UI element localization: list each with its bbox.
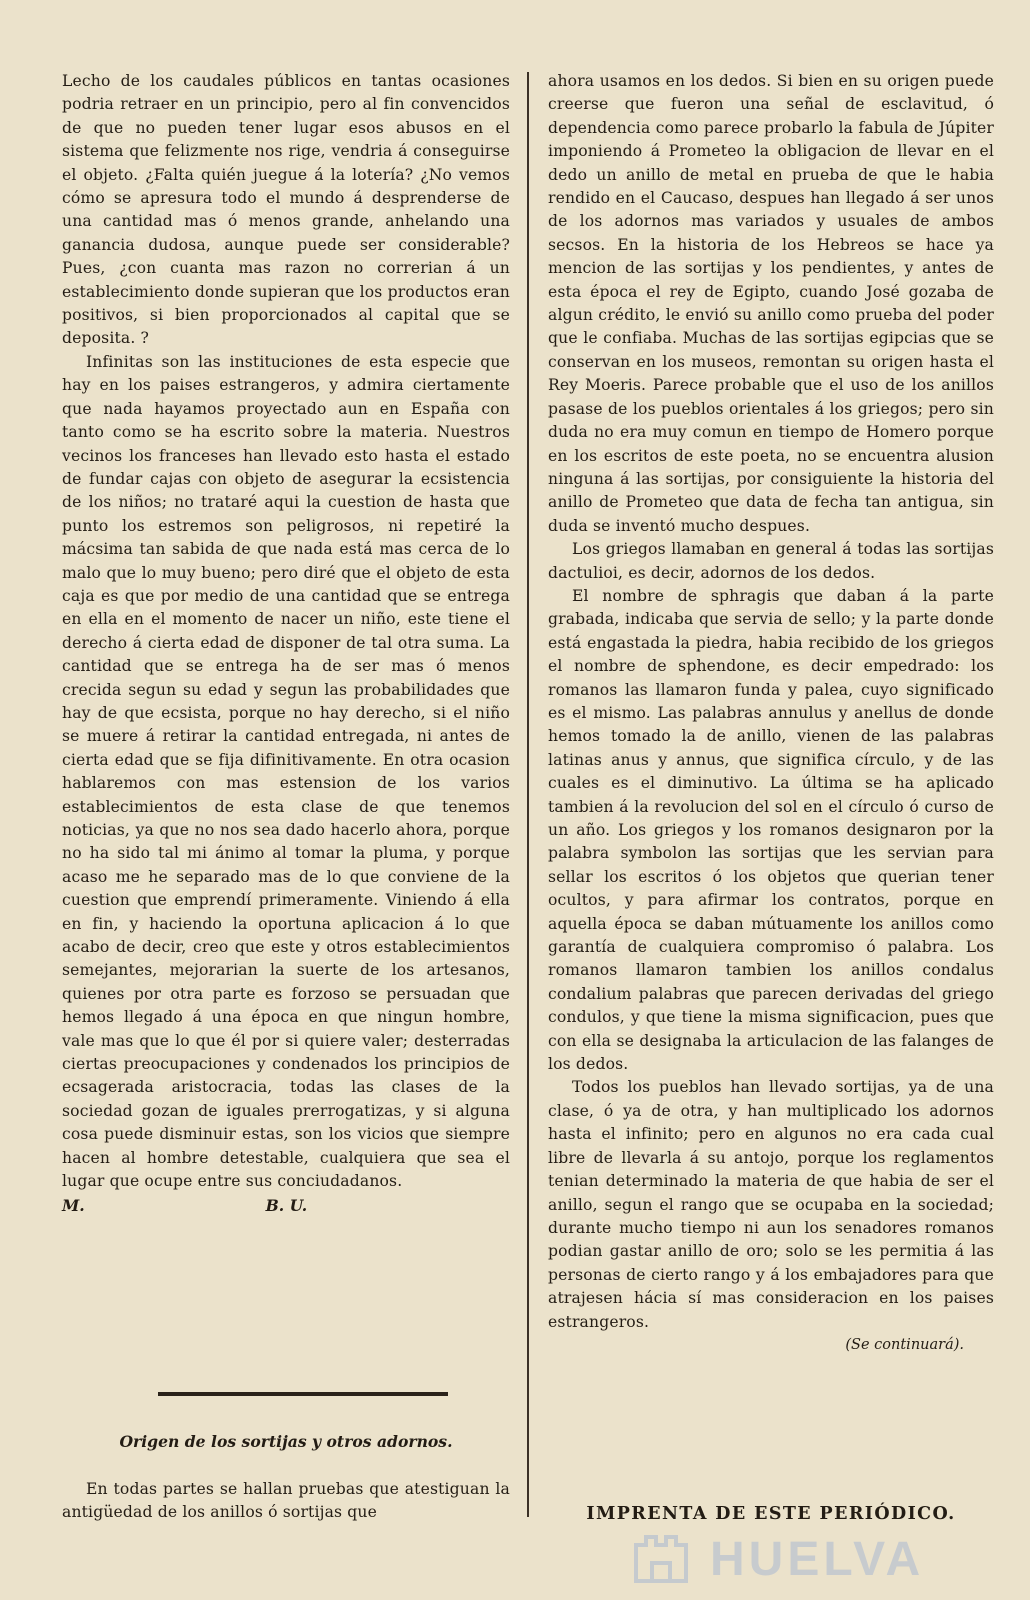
right-column [548, 70, 994, 1356]
huelva-watermark-logo [622, 1525, 982, 1587]
section-first-paragraph: En todas partes se hallan pruebas que atestiguan la antigüedad de los anillos ó sortijas que [62, 1480, 510, 1522]
right-paragraph-2: Los griegos llamaban en general á todas las sortijas dactulioi, es decir, adornos de los dedos. [548, 540, 994, 582]
right-paragraph-3: El nombre de sphragis que daban á la parte grabada, indicaba que servia de sello; y la parte donde está engastada la piedra, habia recibido de los griegos el nombre de sphendone, es decir empedrado: los romanos las llamaron funda y palea, cuyo significado es el mismo. Las palabras annulus y anellus de donde hemos tomado la de anillo, vienen de las palabras latinas anus y annus, que significa círculo, y de las cuales es el diminutivo. La última se ha aplicado tambien á la revolucion del sol en el círculo ó curso de un año. Los griegos y los romanos designaron por la palabra symbolon las sortijas que les servian para sellar los escritos ó los objetos que querian tener ocultos, y para afirmar los contratos, porque en aquella época se daban mútuamente los anillos como garantía de cualquiera compromiso ó palabra. Los romanos llamaron tambien los anillos condalus condalium palabras que parecen derivadas del griego condulos, y que tiene la misma significacion, pues que con ella se designaba la articulacion de las falanges de los dedos. [548, 586, 994, 1074]
continuation-note: (Se continuará). [845, 1336, 964, 1353]
imprint-line: IMPRENTA DE ESTE PERIÓDICO. [586, 1504, 956, 1524]
left-column [62, 70, 510, 1217]
signature-initials-right: B. U. [265, 1195, 308, 1215]
right-paragraph-1: ahora usamos en los dedos. Si bien en su origen puede creerse que fueron una señal de esclavitud, ó dependencia como parece probarlo la fabula de Júpiter imponiendo á Prometeo la obligacion de llevar en el dedo un anillo de metal en prueba de que le habia rendido en el Caucaso, despues han llegado á ser unos de los adornos mas variados y usuales de ambos secsos. En la historia de los Hebreos se hace ya mencion de las sortijas y los pendientes, y antes de esta época el rey de Egipto, cuando José gozaba de algun crédito, le envió su anillo como prueba del poder que le confiaba. Muchas de las sortijas egipcias que se conservan en los museos, remontan su origen hasta el Rey Moeris. Parece probable que el uso de los anillos pasase de los pueblos orientales á los griegos; pero sin duda no era muy comun en tiempo de Homero porque en los escritos de este poeta, no se encuentra alusion ninguna á las sortijas, por consiguiente la historia del anillo de Prometeo que data de fecha tan antigua, sin duda se inventó mucho despues. [548, 72, 994, 535]
watermark-text: HUELVA [710, 1533, 925, 1586]
signature-line [62, 1194, 510, 1217]
section-title: Origen de los sortijas y otros adornos. [119, 1432, 453, 1451]
left-paragraph-2: Infinitas son las instituciones de esta especie que hay en los paises estrangeros, y admira ciertamente que nada hayamos proyectado aun en España con tanto como se ha escrito sobre la materia. Nuestros vecinos los franceses han llevado esto hasta el estado de fundar cajas con objeto de asegurar la ecsistencia de los niños; no trataré aqui la cuestion de hasta que punto los estremos son peligrosos, ni repetiré la mácsima tan sabida de que nada está mas cerca de lo malo que lo muy bueno; pero diré que el objeto de esta caja es que por medio de una cantidad que se entrega en ella en el momento de nacer un niño, este tiene el derecho á cierta edad de disponer de tal otra suma. La cantidad que se entrega ha de ser mas ó menos crecida segun su edad y segun las probabilidades que hay de que ecsista, porque no hay derecho, si el niño se muere á retirar la cantidad entregada, ni antes de cierta edad que se fija difinitivamente. En otra ocasion hablaremos con mas estension de los varios establecimientos de esta clase de que tenemos noticias, ya que no nos sea dado hacerlo ahora, porque no ha sido tal mi ánimo al tomar la pluma, y porque acaso me he separado mas de lo que conviene de la cuestion que emprendí primeramente. Viniendo á ella en fin, y haciendo la oportuna aplicacion á lo que acabo de decir, creo que este y otros establecimientos semejantes, mejorarian la suerte de los artesanos, quienes por otra parte es forzoso se persuadan que hemos llegado á una época en que ningun hombre, vale mas que lo que él por si quiere valer; desterradas ciertas preocupaciones y condenados los principios de ecsagerada aristocracia, todas las clases de la sociedad gozan de iguales prerrogatizas, y si alguna cosa puede disminuir estas, son los vicios que siempre hacen al hombre detestable, cualquiera que sea el lugar que ocupe entre sus conciudadanos. [62, 352, 510, 1191]
castle-emblem-icon [636, 1537, 686, 1581]
section-divider [158, 1392, 448, 1396]
left-paragraph-1: Lecho de los caudales públicos en tantas ocasiones podria retraer en un principio, pero al fin convencidos de que no pueden tener lugar esos abusos en el sistema que felizmente nos rige, vendria á conseguirse el objeto. ¿Falta quién juegue á la lotería? ¿No vemos cómo se apresura todo el mundo á desprenderse de una cantidad mas ó menos grande, anhelando una ganancia dudosa, aunque puede ser considerable? Pues, ¿con cuanta mas razon no correrian á un establecimiento donde supieran que los productos eran positivos, si bien proporcionados al capital que se deposita. ? [62, 72, 510, 348]
section-body [62, 1478, 510, 1525]
right-paragraph-4: Todos los pueblos han llevado sortijas, ya de una clase, ó ya de otra, y han multiplicado los adornos hasta el infinito; pero en algunos no era cada cual libre de llevarla á su antojo, porque los reglamentos tenian determinado la materia de que habia de ser el anillo, segun el rango que se ocupaba en la sociedad; durante mucho tiempo ni aun los senadores romanos podian gastar anillo de oro; solo se les permitia á las personas de cierto rango y á los embajadores para que atrajesen hácia sí mas consideracion en los paises estrangeros. [548, 1078, 994, 1331]
signature-initial: M. [62, 1195, 85, 1215]
column-rule [527, 72, 529, 1517]
